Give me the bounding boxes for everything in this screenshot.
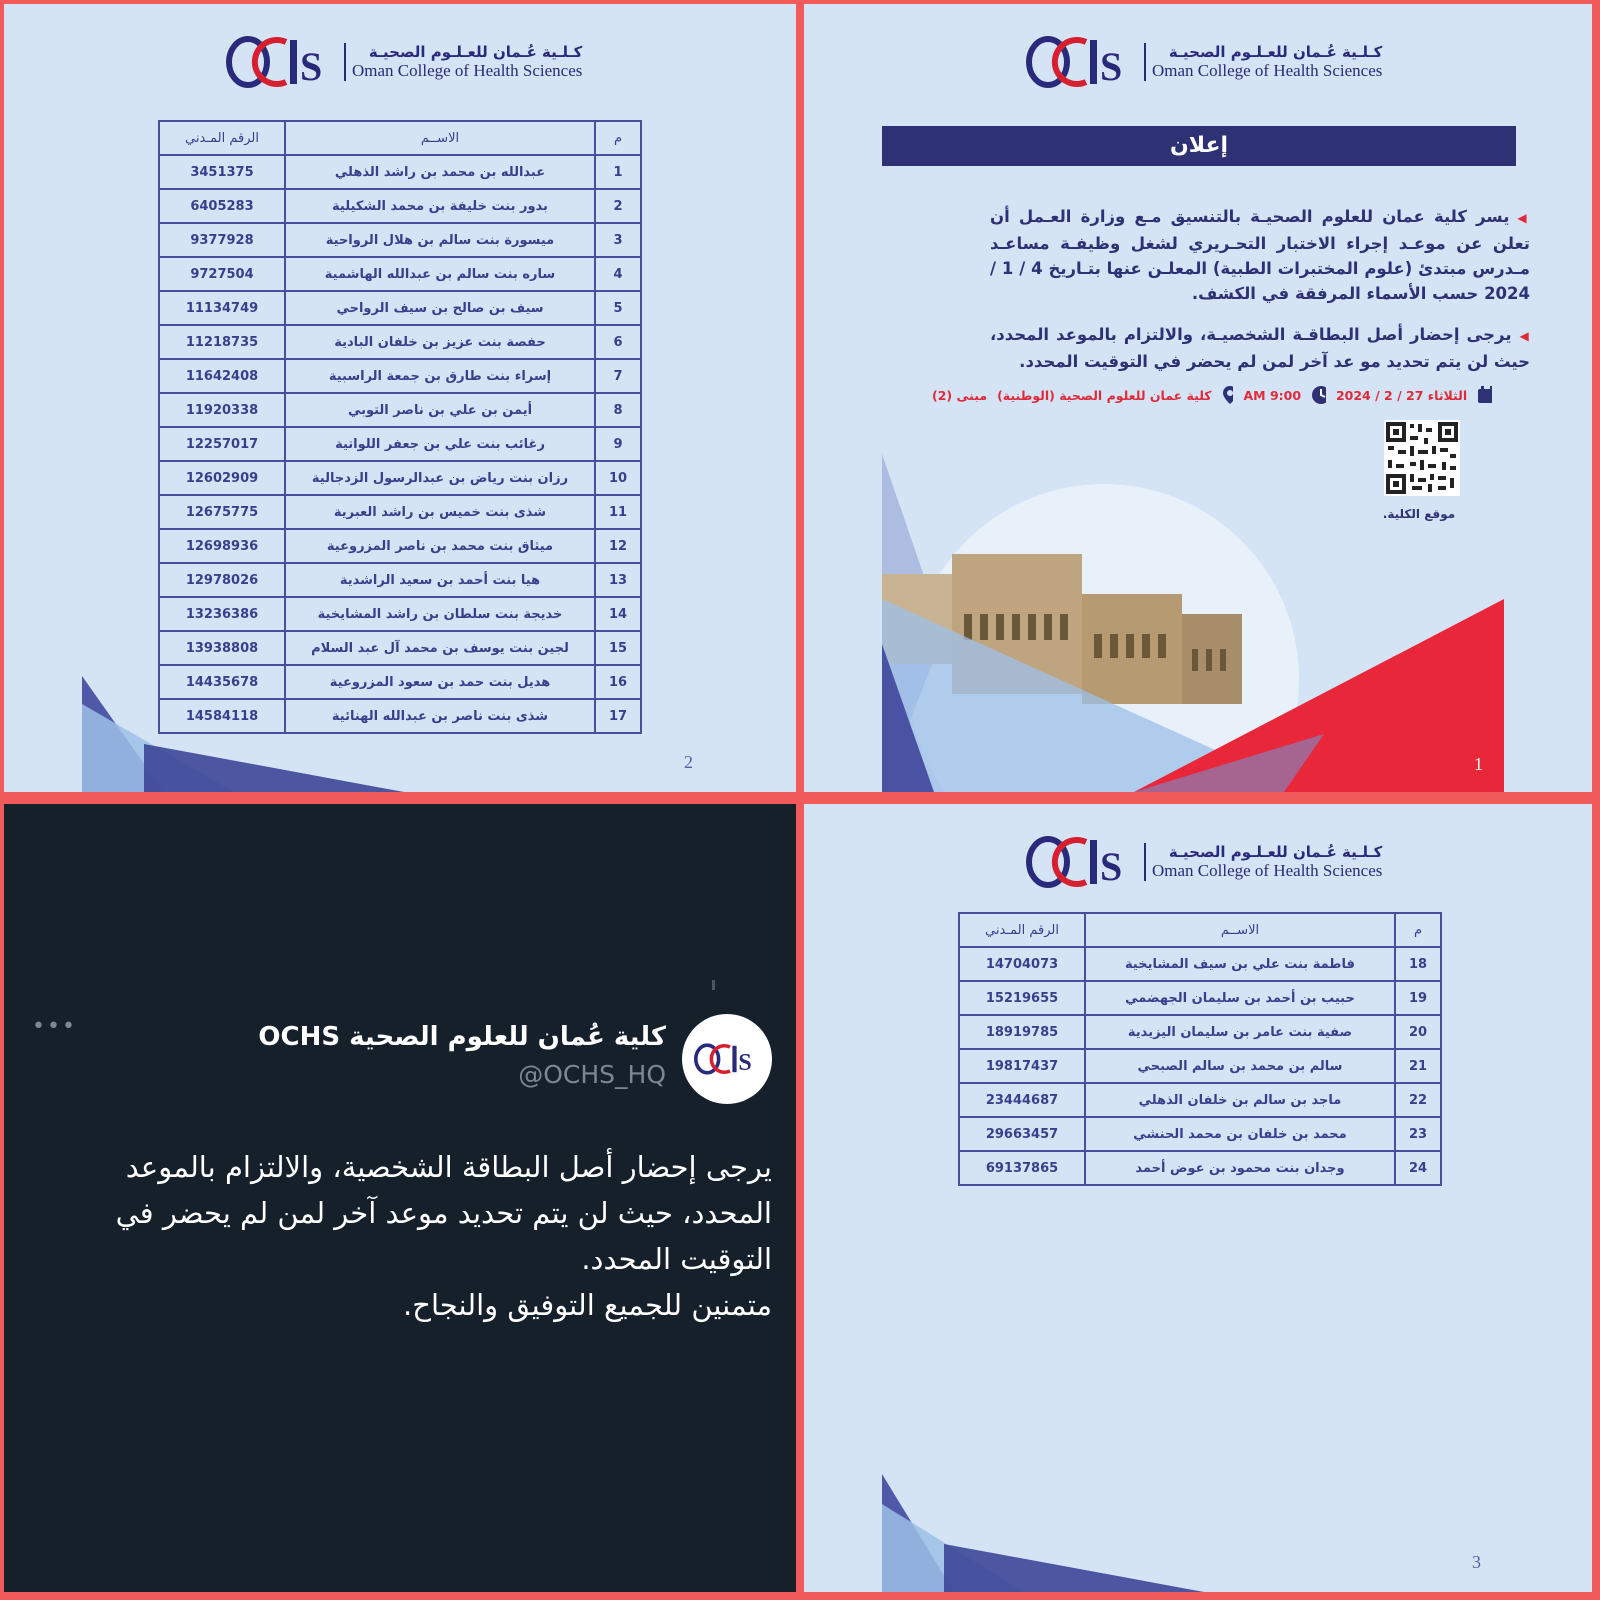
- cell-name: عبدالله بن محمد بن راشد الذهلي: [285, 155, 595, 189]
- cell-name: شذى بنت ناصر بن عبدالله الهنائية: [285, 699, 595, 733]
- cell-name: فاطمة بنت علي بن سيف المشايخية: [1085, 947, 1395, 981]
- header-name: الاســم: [1085, 913, 1395, 947]
- logo-english-text: Oman College of Health Sciences: [352, 61, 583, 80]
- cell-name: ماجد بن سالم بن خلفان الذهلي: [1085, 1083, 1395, 1117]
- cell-civil-id: 9377928: [159, 223, 285, 257]
- table-row: [959, 1049, 1441, 1083]
- cell-civil-id: 9727504: [159, 257, 285, 291]
- ochs-logo-icon: [226, 34, 336, 90]
- calendar-icon: [1477, 386, 1492, 404]
- cell-name: حفصة بنت عزيز بن خلفان البادية: [285, 325, 595, 359]
- tweet-text-line-1: يرجى إحضار أصل البطاقة الشخصية، والالتزام بالموعد المحدد، حيث لن يتم تحديد موعد آخر لمن لم يحضر في التوقيت المحدد.: [115, 1150, 772, 1276]
- table-row: [959, 1151, 1441, 1185]
- table-row: [159, 155, 641, 189]
- cell-name: ميسورة بنت سالم بن هلال الرواحية: [285, 223, 595, 257]
- cell-num: 19: [1395, 981, 1441, 1015]
- cell-civil-id: 6405283: [159, 189, 285, 223]
- svg-text:S: S: [738, 1049, 752, 1076]
- campus-illustration: [804, 444, 1592, 792]
- cell-name: بدور بنت خليفة بن محمد الشكيلية: [285, 189, 595, 223]
- table-header-row: [959, 913, 1441, 947]
- cell-num: 22: [1395, 1083, 1441, 1117]
- cell-civil-id: 69137865: [959, 1151, 1085, 1185]
- exam-location: كلية عمان للعلوم الصحية (الوطنية): [997, 387, 1212, 403]
- college-logo: [1026, 34, 1382, 90]
- table-row: [159, 563, 641, 597]
- cell-num: 21: [1395, 1049, 1441, 1083]
- tweet-panel: [4, 804, 796, 1592]
- page-number: 1: [1474, 754, 1483, 774]
- cell-num: 13: [595, 563, 641, 597]
- cell-num: 11: [595, 495, 641, 529]
- tweet-display-name[interactable]: كلية عُمان للعلوم الصحية OCHS: [258, 1022, 666, 1052]
- logo-arabic-text: كـلـية عُـمان للعـلـوم الصحيـة: [368, 43, 583, 61]
- cell-num: 10: [595, 461, 641, 495]
- table-row: [159, 461, 641, 495]
- bullet-icon: ◀: [1519, 329, 1530, 343]
- avatar[interactable]: [682, 1014, 772, 1104]
- table-row: [159, 631, 641, 665]
- cell-civil-id: 23444687: [959, 1083, 1085, 1117]
- cell-num: 15: [595, 631, 641, 665]
- header-name: الاســم: [285, 121, 595, 155]
- cell-name: رزان بنت رياض بن عبدالرسول الزدجالية: [285, 461, 595, 495]
- logo-english-text: Oman College of Health Sciences: [1152, 861, 1383, 880]
- announcement-banner: إعلان: [882, 126, 1516, 166]
- exam-building: مبنى (2): [932, 387, 988, 403]
- header-num: م: [1395, 913, 1441, 947]
- cell-num: 8: [595, 393, 641, 427]
- cell-civil-id: 13236386: [159, 597, 285, 631]
- cell-num: 4: [595, 257, 641, 291]
- cell-civil-id: 11218735: [159, 325, 285, 359]
- cell-civil-id: 12675775: [159, 495, 285, 529]
- cell-name: ساره بنت سالم بن عبدالله الهاشمية: [285, 257, 595, 291]
- cell-name: محمد بن خلفان بن محمد الحنشي: [1085, 1117, 1395, 1151]
- cell-name: سالم بن محمد بن سالم الصبحي: [1085, 1049, 1395, 1083]
- ochs-logo-icon: [1026, 34, 1136, 90]
- svg-text:S: S: [300, 44, 323, 89]
- cell-num: 18: [1395, 947, 1441, 981]
- cell-civil-id: 14704073: [959, 947, 1085, 981]
- table-row: [159, 189, 641, 223]
- ochs-logo-icon: [694, 1042, 760, 1076]
- page-2-panel: [4, 4, 796, 792]
- cell-num: 6: [595, 325, 641, 359]
- bullet-icon: ◀: [1517, 211, 1530, 225]
- page-3-panel: [804, 804, 1592, 1592]
- logo-english-text: Oman College of Health Sciences: [1152, 61, 1383, 80]
- tweet-handle[interactable]: @OCHS_HQ: [518, 1060, 666, 1089]
- page-1-panel: [804, 4, 1592, 792]
- cell-name: وجدان بنت محمود بن عوض أحمد: [1085, 1151, 1395, 1185]
- announcement-paragraph-2: ◀يرجى إحضار أصل البطاقـة الشخصيـة، والالتزام بالموعد المحدد، حيث لن يتم تحديد مو عد آخر لمن لم يحضر في التوقيت المحدد.: [990, 325, 1530, 371]
- announcement-paragraph-1: ◀يسر كلية عمان للعلوم الصحيـة بالتنسيق مـع وزارة العـمل أن تعلن عن موعـد إجراء الاختبار التحـريري لشغل وظيفـة مساعـد مـدرس مبتدئ (علوم المختبرات الطبية) المعلـن عنها بتـاريخ 4 / 1 / 2024 حسب الأسماء المرفقة في الكشف.: [990, 207, 1530, 303]
- cell-civil-id: 15219655: [959, 981, 1085, 1015]
- table-row: [159, 495, 641, 529]
- logo-arabic-text: كـلـية عُـمان للعـلـوم الصحيـة: [1168, 843, 1383, 861]
- decorative-shapes: [4, 664, 796, 792]
- cell-num: 9: [595, 427, 641, 461]
- page-number: 3: [1472, 1552, 1481, 1572]
- table-header-row: [159, 121, 641, 155]
- cell-name: خديجة بنت سلطان بن راشد المشايخية: [285, 597, 595, 631]
- table-row: [959, 947, 1441, 981]
- cell-civil-id: 19817437: [959, 1049, 1085, 1083]
- cell-civil-id: 12698936: [159, 529, 285, 563]
- table-row: [959, 1117, 1441, 1151]
- cell-civil-id: 11642408: [159, 359, 285, 393]
- cell-civil-id: 18919785: [959, 1015, 1085, 1049]
- thread-line: [712, 980, 715, 990]
- cell-civil-id: 11920338: [159, 393, 285, 427]
- cell-num: 17: [595, 699, 641, 733]
- clock-icon: [1311, 385, 1326, 405]
- table-row: [159, 393, 641, 427]
- cell-name: رغائب بنت علي بن جعفر اللواتية: [285, 427, 595, 461]
- tweet-text-line-2: متمنين للجميع التوفيق والنجاح.: [403, 1288, 772, 1322]
- cell-num: 7: [595, 359, 641, 393]
- table-row: [159, 597, 641, 631]
- exam-date: الثلاثاء 27 / 2 / 2024: [1335, 387, 1468, 403]
- candidates-table: [158, 120, 642, 734]
- location-pin-icon: [1222, 385, 1234, 405]
- cell-name: هيا بنت أحمد بن سعيد الراشدية: [285, 563, 595, 597]
- table-row: [159, 359, 641, 393]
- cell-name: سيف بن صالح بن سيف الرواحي: [285, 291, 595, 325]
- cell-civil-id: 14435678: [159, 665, 285, 699]
- header-num: م: [595, 121, 641, 155]
- cell-civil-id: 11134749: [159, 291, 285, 325]
- cell-num: 16: [595, 665, 641, 699]
- cell-name: شذى بنت خميس بن راشد العبرية: [285, 495, 595, 529]
- logo-arabic-text: كـلـية عُـمان للعـلـوم الصحيـة: [1168, 43, 1383, 61]
- svg-text:S: S: [1100, 44, 1123, 89]
- svg-text:S: S: [1100, 844, 1123, 889]
- header-cid: الرقم المـدني: [959, 913, 1085, 947]
- cell-num: 2: [595, 189, 641, 223]
- cell-name: لجين بنت يوسف بن محمد آل عبد السلام: [285, 631, 595, 665]
- cell-num: 5: [595, 291, 641, 325]
- table-row: [159, 529, 641, 563]
- table-row: [159, 291, 641, 325]
- table-row: [159, 257, 641, 291]
- cell-num: 3: [595, 223, 641, 257]
- cell-name: هديل بنت حمد بن سعود المزروعية: [285, 665, 595, 699]
- header-cid: الرقم المـدني: [159, 121, 285, 155]
- table-row: [159, 325, 641, 359]
- more-options-icon[interactable]: •••: [32, 1014, 77, 1039]
- cell-name: حبيب بن أحمد بن سليمان الجهضمي: [1085, 981, 1395, 1015]
- cell-civil-id: 3451375: [159, 155, 285, 189]
- cell-civil-id: 29663457: [959, 1117, 1085, 1151]
- table-row: [959, 981, 1441, 1015]
- cell-civil-id: 14584118: [159, 699, 285, 733]
- qr-caption: موقع الكلية.: [1382, 507, 1456, 521]
- cell-civil-id: 12978026: [159, 563, 285, 597]
- cell-name: ميثاق بنت محمد بن ناصر المزروعية: [285, 529, 595, 563]
- cell-name: إسراء بنت طارق بن جمعة الراسبية: [285, 359, 595, 393]
- cell-num: 24: [1395, 1151, 1441, 1185]
- table-row: [959, 1083, 1441, 1117]
- cell-num: 1: [595, 155, 641, 189]
- college-logo: [1026, 834, 1382, 890]
- tweet-text: [42, 1144, 772, 1328]
- candidates-table: [958, 912, 1442, 1186]
- cell-name: أيمن بن علي بن ناصر التوبي: [285, 393, 595, 427]
- page-number: 2: [684, 752, 693, 772]
- cell-num: 23: [1395, 1117, 1441, 1151]
- cell-civil-id: 12257017: [159, 427, 285, 461]
- table-row: [159, 223, 641, 257]
- college-logo: [226, 34, 582, 90]
- cell-civil-id: 13938808: [159, 631, 285, 665]
- cell-name: صفية بنت عامر بن سليمان اليزيدية: [1085, 1015, 1395, 1049]
- ochs-logo-icon: [1026, 834, 1136, 890]
- cell-num: 12: [595, 529, 641, 563]
- exam-info-row: [932, 382, 1492, 408]
- cell-civil-id: 12602909: [159, 461, 285, 495]
- table-row: [159, 427, 641, 461]
- table-row: [959, 1015, 1441, 1049]
- exam-time: 9:00 AM: [1243, 387, 1302, 403]
- cell-num: 14: [595, 597, 641, 631]
- cell-num: 20: [1395, 1015, 1441, 1049]
